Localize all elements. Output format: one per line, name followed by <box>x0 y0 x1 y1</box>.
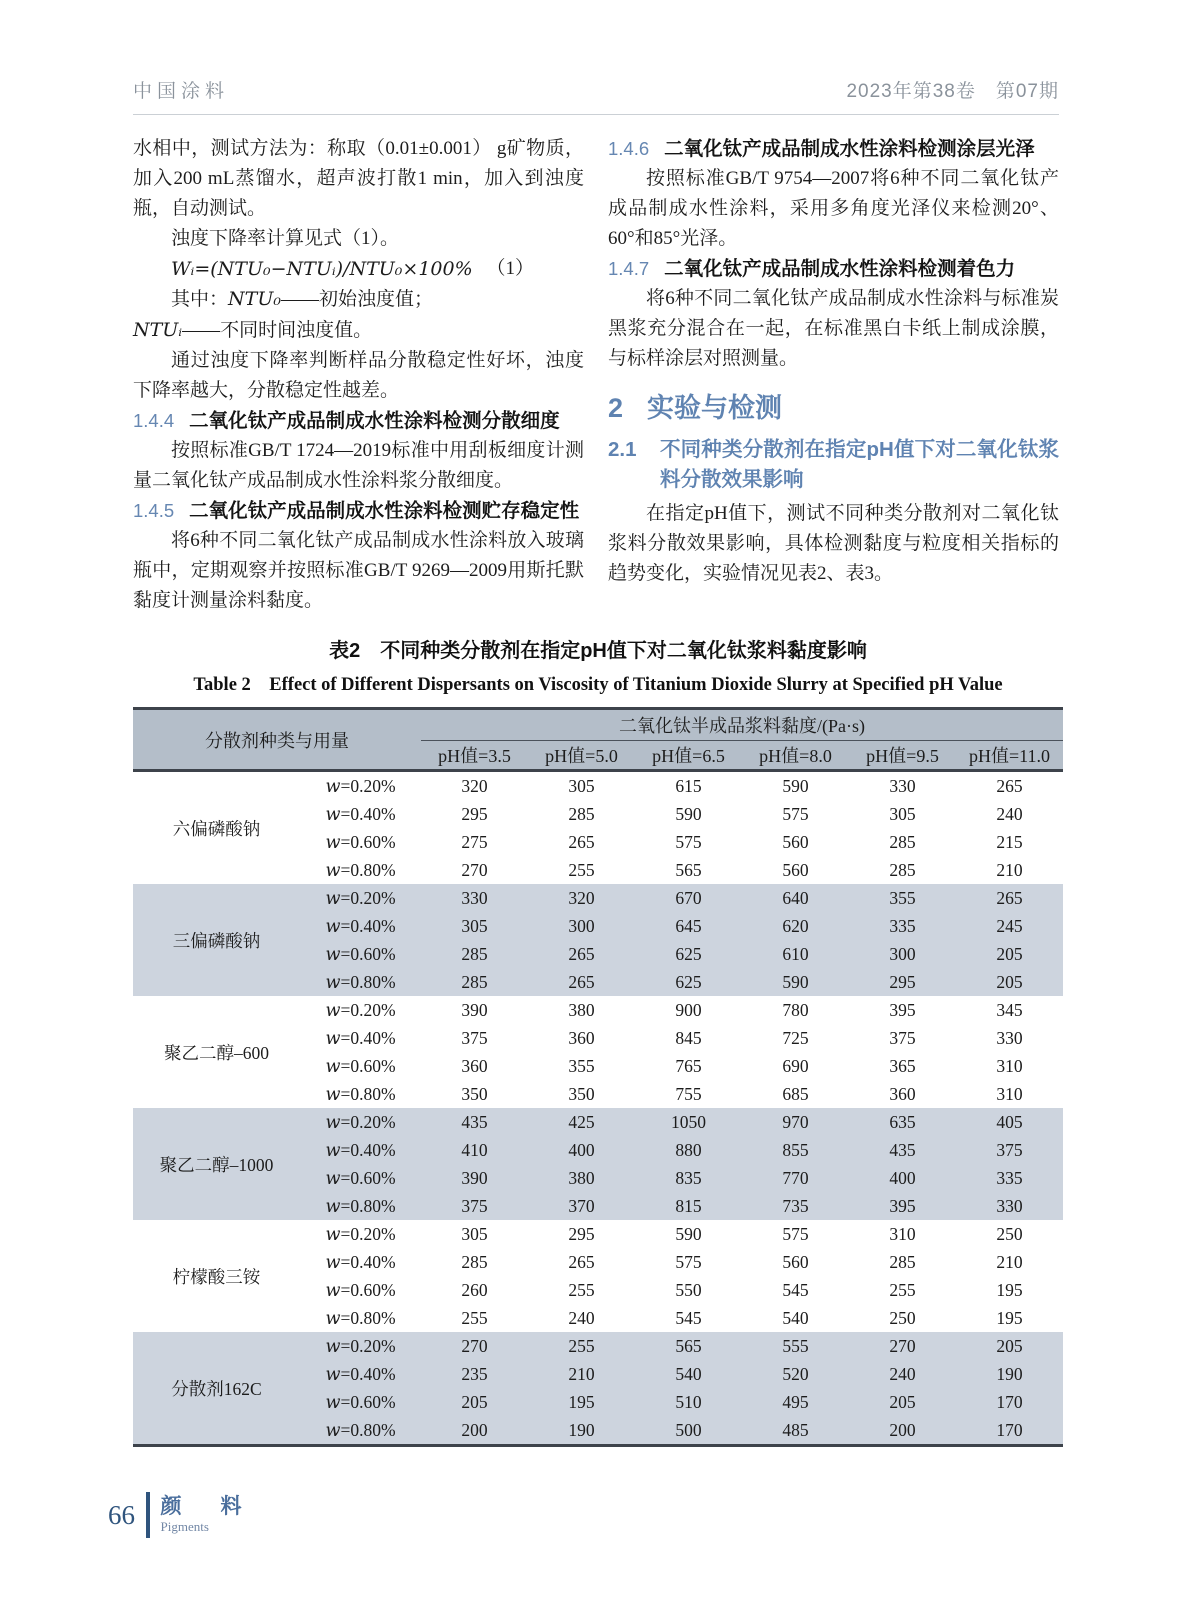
dosage-cell: w=0.80% <box>325 1083 396 1105</box>
viscosity-value-cell: 195 <box>528 1388 635 1416</box>
viscosity-value-cell: 565 <box>635 1332 742 1360</box>
viscosity-value-cell: 330 <box>956 1192 1063 1220</box>
dosage-cell: w=0.60% <box>300 940 421 968</box>
viscosity-value-cell: 690 <box>782 1055 809 1076</box>
viscosity-value-cell: 190 <box>956 1360 1063 1388</box>
viscosity-value-cell: 375 <box>421 1192 528 1220</box>
dosage-cell: w=0.40% <box>300 1360 421 1388</box>
viscosity-value-cell: 770 <box>742 1164 849 1192</box>
ph-column-header: pH值=8.0 <box>742 741 849 771</box>
paragraph: 通过浊度下降率判断样品分散稳定性好坏，浊度下降率越大，分散稳定性越差。 <box>133 350 584 401</box>
heading-number: 1.4.6 <box>608 138 650 159</box>
viscosity-value-cell: 625 <box>635 940 742 968</box>
viscosity-value-cell: 400 <box>849 1164 956 1192</box>
dosage-cell: w=0.40% <box>300 1136 421 1164</box>
viscosity-value-cell: 240 <box>849 1360 956 1388</box>
viscosity-value-cell: 295 <box>461 803 488 824</box>
dispersant-name-cell: 六偏磷酸钠 <box>172 818 261 839</box>
viscosity-value-cell: 255 <box>889 1279 916 1300</box>
viscosity-value-cell: 380 <box>568 999 595 1020</box>
viscosity-value-cell: 255 <box>568 859 595 880</box>
viscosity-value-cell: 575 <box>782 1223 809 1244</box>
dosage-cell: w=0.60% <box>325 1055 396 1077</box>
table-row <box>133 1332 1063 1360</box>
viscosity-value-cell: 610 <box>742 940 849 968</box>
heading-1-4-4 <box>133 406 584 436</box>
variable-ntu0: NTU₀ <box>228 288 281 310</box>
article-body <box>133 134 1059 616</box>
viscosity-value-cell: 245 <box>956 912 1063 940</box>
viscosity-value-cell: 575 <box>675 1251 702 1272</box>
table-title-zh: 表2 不同种类分散剂在指定pH值下对二氧化钛浆料黏度影响 <box>329 640 867 662</box>
heading-number: 2 <box>608 393 624 423</box>
viscosity-value-cell: 590 <box>782 775 809 796</box>
paragraph: 将6种不同二氧化钛产成品制成水性涂料放入玻璃瓶中，定期观察并按照标准GB/T 9269—2009用斯托默黏度计测量涂料黏度。 <box>133 530 584 611</box>
viscosity-value-cell: 410 <box>421 1136 528 1164</box>
paragraph: 浊度下降率计算见式（1）。 <box>171 228 400 249</box>
viscosity-value-cell: 845 <box>675 1027 702 1048</box>
dosage-cell: w=0.20% <box>300 884 421 912</box>
viscosity-value-cell: 645 <box>635 912 742 940</box>
heading-title: 二氧化钛产成品制成水性涂料检测涂层光泽 <box>664 138 1035 160</box>
viscosity-value-cell: 255 <box>461 1307 488 1328</box>
viscosity-value-cell: 575 <box>782 803 809 824</box>
viscosity-value-cell: 265 <box>568 1251 595 1272</box>
dosage-cell: w=0.20% <box>325 999 396 1021</box>
ph-column-header: pH值=6.5 <box>635 741 742 771</box>
viscosity-value-cell: 970 <box>742 1108 849 1136</box>
paragraph: 水相中，测试方法为：称取（0.01±0.001） g矿物质，加入200 mL蒸馏水，超声波打散1 min，加入到浊度瓶，自动测试。 <box>133 138 584 219</box>
equation-1 <box>133 254 584 284</box>
viscosity-value-cell: 195 <box>996 1279 1023 1300</box>
viscosity-value-cell: 350 <box>568 1083 595 1104</box>
viscosity-value-cell: 815 <box>635 1192 742 1220</box>
viscosity-value-cell: 635 <box>849 1108 956 1136</box>
variable-ntui: NTUᵢ <box>133 319 183 341</box>
issue-info: 2023年第38卷 第07期 <box>846 81 1059 102</box>
viscosity-value-cell: 360 <box>889 1083 916 1104</box>
viscosity-value-cell: 170 <box>956 1416 1063 1446</box>
heading-title: 不同种类分散剂在指定pH值下对二氧化钛浆料分散效果影响 <box>660 438 1059 491</box>
viscosity-value-cell: 545 <box>675 1307 702 1328</box>
ph-column-header: pH值=9.5 <box>849 741 956 771</box>
viscosity-value-cell: 295 <box>849 968 956 996</box>
ph-column-header: pH值=11.0 <box>956 741 1063 771</box>
viscosity-value-cell: 305 <box>421 912 528 940</box>
footer-column-en: Pigments <box>160 1518 209 1534</box>
viscosity-value-cell: 330 <box>889 775 916 796</box>
viscosity-value-cell: 390 <box>421 1164 528 1192</box>
viscosity-value-cell: 435 <box>849 1136 956 1164</box>
ph-column-header: pH值=3.5 <box>421 741 528 771</box>
viscosity-value-cell: 335 <box>849 912 956 940</box>
viscosity-value-cell: 560 <box>782 831 809 852</box>
viscosity-value-cell: 330 <box>996 1027 1023 1048</box>
viscosity-value-cell: 260 <box>461 1279 488 1300</box>
viscosity-value-cell: 545 <box>782 1279 809 1300</box>
dosage-cell: w=0.20% <box>300 1108 421 1136</box>
viscosity-value-cell: 270 <box>849 1332 956 1360</box>
heading-1-4-6 <box>608 134 1059 164</box>
page-footer <box>108 1492 251 1538</box>
viscosity-value-cell: 590 <box>675 1223 702 1244</box>
viscosity-value-cell: 435 <box>421 1108 528 1136</box>
dosage-cell: w=0.80% <box>300 1416 421 1446</box>
heading-1-4-5 <box>133 496 584 526</box>
heading-1-4-7 <box>608 254 1059 284</box>
viscosity-value-cell: 345 <box>996 999 1023 1020</box>
dosage-cell: w=0.40% <box>300 912 421 940</box>
viscosity-value-cell: 195 <box>996 1307 1023 1328</box>
footer-column-zh: 颜 料 <box>160 1495 251 1519</box>
dispersant-name-cell: 聚乙二醇–1000 <box>133 1108 300 1220</box>
viscosity-value-cell: 615 <box>675 775 702 796</box>
viscosity-value-cell: 265 <box>528 968 635 996</box>
dosage-cell: w=0.20% <box>325 1223 396 1245</box>
footer-divider <box>146 1492 150 1538</box>
viscosity-value-cell: 285 <box>421 968 528 996</box>
viscosity-value-cell: 590 <box>742 968 849 996</box>
viscosity-value-cell: 205 <box>956 1332 1063 1360</box>
viscosity-value-cell: 285 <box>461 1251 488 1272</box>
viscosity-value-cell: 210 <box>996 859 1023 880</box>
dosage-cell: w=0.80% <box>325 1307 396 1329</box>
viscosity-value-cell: 550 <box>675 1279 702 1300</box>
viscosity-value-cell: 375 <box>889 1027 916 1048</box>
viscosity-table <box>133 707 1063 1447</box>
viscosity-value-cell: 265 <box>956 884 1063 912</box>
viscosity-value-cell: 285 <box>889 859 916 880</box>
table-row <box>133 771 1063 801</box>
viscosity-value-cell: 305 <box>889 803 916 824</box>
viscosity-value-cell: 210 <box>996 1251 1023 1272</box>
dosage-cell: w=0.40% <box>325 1027 396 1049</box>
viscosity-value-cell: 765 <box>675 1055 702 1076</box>
page-number: 66 <box>108 1499 135 1530</box>
viscosity-value-cell: 1050 <box>635 1108 742 1136</box>
heading-title: 二氧化钛产成品制成水性涂料检测贮存稳定性 <box>189 500 580 522</box>
viscosity-value-cell: 335 <box>956 1164 1063 1192</box>
where-clause-2: NTUᵢ——不同时间浊度值。 <box>133 319 373 341</box>
table-row <box>133 1220 1063 1248</box>
viscosity-value-cell: 305 <box>568 775 595 796</box>
dosage-cell: w=0.40% <box>325 1251 396 1273</box>
viscosity-value-cell: 485 <box>742 1416 849 1446</box>
viscosity-value-cell: 285 <box>568 803 595 824</box>
equation-expression: Wᵢ=(NTU₀−NTUᵢ)/NTU₀×100% <box>171 258 473 280</box>
table-corner-header: 分散剂种类与用量 <box>133 709 421 771</box>
viscosity-value-cell: 425 <box>528 1108 635 1136</box>
viscosity-value-cell: 205 <box>956 940 1063 968</box>
journal-title: 中国涂料 <box>133 81 230 102</box>
viscosity-value-cell: 735 <box>742 1192 849 1220</box>
heading-number: 2.1 <box>608 438 637 461</box>
viscosity-value-cell: 625 <box>635 968 742 996</box>
ph-column-header: pH值=5.0 <box>528 741 635 771</box>
viscosity-value-cell: 380 <box>528 1164 635 1192</box>
viscosity-value-cell: 880 <box>635 1136 742 1164</box>
viscosity-value-cell: 265 <box>528 940 635 968</box>
dosage-cell: w=0.40% <box>325 803 396 825</box>
viscosity-value-cell: 640 <box>742 884 849 912</box>
viscosity-value-cell: 255 <box>528 1332 635 1360</box>
viscosity-value-cell: 205 <box>849 1388 956 1416</box>
left-column <box>133 134 584 616</box>
viscosity-value-cell: 265 <box>568 831 595 852</box>
viscosity-value-cell: 575 <box>675 831 702 852</box>
viscosity-value-cell: 270 <box>461 859 488 880</box>
heading-number: 1.4.5 <box>133 500 175 521</box>
dosage-cell: w=0.60% <box>300 1164 421 1192</box>
viscosity-value-cell: 755 <box>675 1083 702 1104</box>
viscosity-value-cell: 355 <box>849 884 956 912</box>
viscosity-value-cell: 560 <box>782 1251 809 1272</box>
viscosity-value-cell: 780 <box>782 999 809 1020</box>
heading-number: 1.4.4 <box>133 410 175 431</box>
viscosity-value-cell: 240 <box>568 1307 595 1328</box>
heading-section-2 <box>608 389 1059 427</box>
viscosity-value-cell: 205 <box>956 968 1063 996</box>
viscosity-value-cell: 305 <box>461 1223 488 1244</box>
viscosity-value-cell: 310 <box>996 1083 1023 1104</box>
viscosity-value-cell: 330 <box>421 884 528 912</box>
right-column <box>608 134 1059 616</box>
viscosity-value-cell: 405 <box>956 1108 1063 1136</box>
heading-title: 二氧化钛产成品制成水性涂料检测着色力 <box>664 258 1016 280</box>
viscosity-value-cell: 555 <box>742 1332 849 1360</box>
viscosity-value-cell: 350 <box>461 1083 488 1104</box>
viscosity-value-cell: 275 <box>461 831 488 852</box>
running-head <box>133 76 1059 115</box>
viscosity-value-cell: 300 <box>849 940 956 968</box>
dosage-cell: w=0.80% <box>300 1192 421 1220</box>
dosage-cell: w=0.20% <box>300 1332 421 1360</box>
viscosity-value-cell: 370 <box>528 1192 635 1220</box>
viscosity-value-cell: 900 <box>675 999 702 1020</box>
viscosity-value-cell: 365 <box>889 1055 916 1076</box>
viscosity-value-cell: 310 <box>889 1223 916 1244</box>
heading-number: 1.4.7 <box>608 258 650 279</box>
viscosity-value-cell: 500 <box>635 1416 742 1446</box>
viscosity-value-cell: 510 <box>635 1388 742 1416</box>
viscosity-value-cell: 400 <box>528 1136 635 1164</box>
viscosity-value-cell: 320 <box>461 775 488 796</box>
viscosity-value-cell: 375 <box>461 1027 488 1048</box>
viscosity-value-cell: 360 <box>461 1055 488 1076</box>
viscosity-value-cell: 235 <box>421 1360 528 1388</box>
viscosity-value-cell: 360 <box>568 1027 595 1048</box>
equation-number: （1） <box>486 258 534 279</box>
dispersant-name-cell: 聚乙二醇–600 <box>164 1042 269 1063</box>
table-row <box>133 884 1063 912</box>
viscosity-value-cell: 255 <box>568 1279 595 1300</box>
viscosity-value-cell: 270 <box>421 1332 528 1360</box>
dispersant-name-cell: 柠檬酸三铵 <box>172 1266 261 1287</box>
heading-title: 实验与检测 <box>647 393 783 423</box>
viscosity-value-cell: 375 <box>956 1136 1063 1164</box>
viscosity-value-cell: 285 <box>421 940 528 968</box>
dosage-cell: w=0.80% <box>325 859 396 881</box>
viscosity-value-cell: 565 <box>675 859 702 880</box>
viscosity-value-cell: 540 <box>782 1307 809 1328</box>
table-value-group-header: 二氧化钛半成品浆料黏度/(Pa·s) <box>421 709 1063 741</box>
viscosity-value-cell: 725 <box>782 1027 809 1048</box>
dosage-cell: w=0.80% <box>300 968 421 996</box>
viscosity-value-cell: 205 <box>421 1388 528 1416</box>
paragraph: 按照标准GB/T 9754—2007将6种不同二氧化钛产成品制成水性涂料，采用多角度光泽仪来检测20°、60°和85°光泽。 <box>608 168 1059 249</box>
viscosity-value-cell: 495 <box>742 1388 849 1416</box>
viscosity-value-cell: 560 <box>782 859 809 880</box>
table-row <box>133 996 1063 1024</box>
viscosity-value-cell: 355 <box>568 1055 595 1076</box>
viscosity-value-cell: 390 <box>461 999 488 1020</box>
viscosity-value-cell: 265 <box>996 775 1023 796</box>
heading-title: 二氧化钛产成品制成水性涂料检测分散细度 <box>189 410 560 432</box>
viscosity-value-cell: 250 <box>996 1223 1023 1244</box>
viscosity-value-cell: 300 <box>528 912 635 940</box>
viscosity-value-cell: 200 <box>849 1416 956 1446</box>
viscosity-value-cell: 620 <box>742 912 849 940</box>
viscosity-value-cell: 835 <box>635 1164 742 1192</box>
viscosity-value-cell: 190 <box>528 1416 635 1446</box>
heading-section-2-1 <box>608 435 1059 495</box>
paragraph: 在指定pH值下，测试不同种类分散剂对二氧化钛浆料分散效果影响，具体检测黏度与粒度相关指标的趋势变化，实验情况见表2、表3。 <box>608 503 1059 584</box>
viscosity-value-cell: 320 <box>528 884 635 912</box>
viscosity-value-cell: 215 <box>996 831 1023 852</box>
table-2-block <box>133 634 1063 1447</box>
dosage-cell: w=0.20% <box>325 775 396 797</box>
dispersant-name-cell: 三偏磷酸钠 <box>133 884 300 996</box>
viscosity-value-cell: 540 <box>635 1360 742 1388</box>
viscosity-value-cell: 855 <box>742 1136 849 1164</box>
dosage-cell: w=0.60% <box>325 831 396 853</box>
dosage-cell: w=0.60% <box>300 1388 421 1416</box>
paragraph: 按照标准GB/T 1724—2019标准中用刮板细度计测量二氧化钛产成品制成水性涂料浆分散细度。 <box>133 440 584 491</box>
viscosity-value-cell: 170 <box>956 1388 1063 1416</box>
viscosity-value-cell: 395 <box>889 999 916 1020</box>
table-row <box>133 1108 1063 1136</box>
viscosity-value-cell: 520 <box>742 1360 849 1388</box>
dosage-cell: w=0.60% <box>325 1279 396 1301</box>
viscosity-value-cell: 285 <box>889 1251 916 1272</box>
dispersant-name-cell: 分散剂162C <box>133 1332 300 1446</box>
viscosity-value-cell: 295 <box>568 1223 595 1244</box>
viscosity-value-cell: 395 <box>849 1192 956 1220</box>
viscosity-value-cell: 250 <box>889 1307 916 1328</box>
viscosity-value-cell: 200 <box>421 1416 528 1446</box>
paragraph: 将6种不同二氧化钛产成品制成水性涂料与标准炭黑浆充分混合在一起，在标准黑白卡纸上制成涂膜，与标样涂层对照测量。 <box>608 288 1059 369</box>
viscosity-value-cell: 310 <box>996 1055 1023 1076</box>
viscosity-value-cell: 240 <box>996 803 1023 824</box>
viscosity-value-cell: 210 <box>528 1360 635 1388</box>
table-title-en: Table 2 Effect of Different Dispersants on Viscosity of Titanium Dioxide Slurry at Specified pH Value <box>193 675 1003 695</box>
viscosity-value-cell: 670 <box>635 884 742 912</box>
viscosity-value-cell: 590 <box>675 803 702 824</box>
viscosity-value-cell: 285 <box>889 831 916 852</box>
viscosity-value-cell: 685 <box>782 1083 809 1104</box>
where-clause-1: 其中：NTU₀——初始浊度值； <box>171 288 433 310</box>
